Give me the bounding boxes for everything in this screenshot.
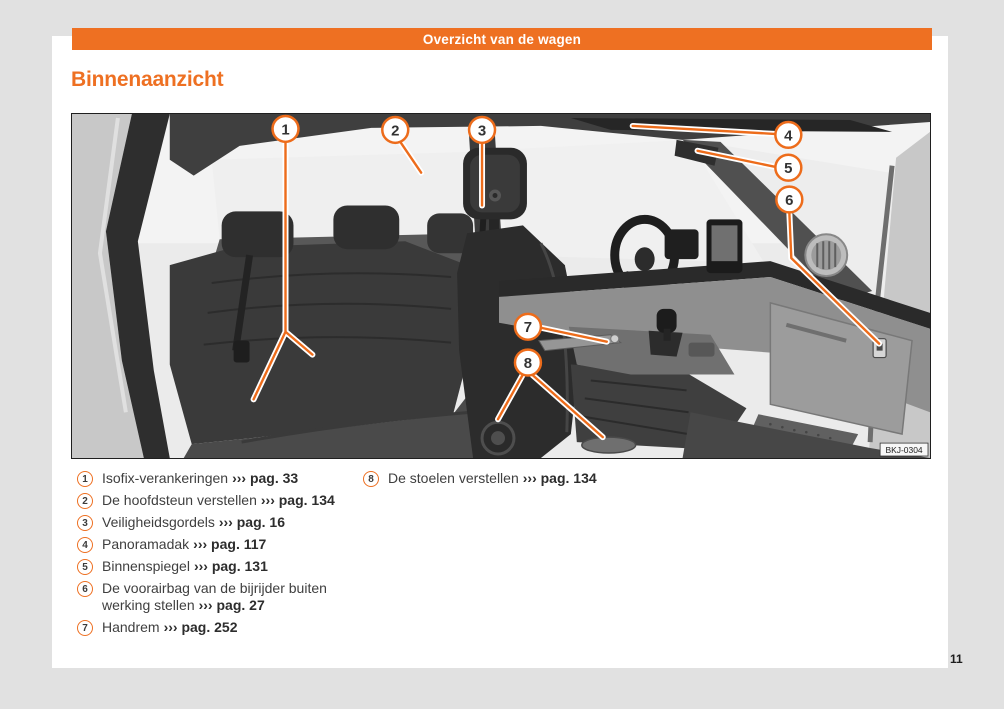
- callout-1: [273, 116, 299, 142]
- legend-item-3: [77, 514, 355, 531]
- page-ref-link[interactable]: ››› pag. 252: [163, 619, 238, 635]
- page-ref-link[interactable]: ››› pag. 131: [193, 558, 268, 574]
- callout-7: [515, 314, 541, 340]
- legend-label: De stoelen verstellen: [388, 470, 519, 486]
- legend-num-6: 6: [77, 581, 93, 597]
- callout-5: [775, 155, 801, 181]
- callout-2: [382, 117, 408, 143]
- seat-rail-lever: [582, 437, 636, 453]
- legend-label: Panoramadak: [102, 536, 190, 552]
- legend-item-8: [363, 470, 663, 487]
- section-banner: [72, 28, 932, 50]
- figure-code: BKJ-0304: [885, 445, 923, 456]
- legend-label: Isofix-verankeringen: [102, 470, 229, 486]
- legend-num-2: 2: [77, 493, 93, 509]
- interior-illustration: [72, 114, 930, 458]
- svg-text:2: 2: [391, 122, 400, 140]
- legend-item-4: [77, 536, 355, 553]
- legend-label: Binnenspiegel: [102, 558, 190, 574]
- page-ref-link[interactable]: ››› pag. 134: [260, 492, 335, 508]
- legend-item-7: [77, 619, 355, 636]
- svg-text:1: 1: [281, 121, 290, 139]
- legend-item-6: [77, 580, 355, 614]
- legend-num-3: 3: [77, 515, 93, 531]
- page-ref-link[interactable]: ››› pag. 117: [193, 536, 267, 552]
- legend-item-5: [77, 558, 355, 575]
- callout-6: [776, 187, 802, 213]
- section-banner-title: Overzicht van de wagen: [422, 31, 582, 47]
- rear-headrest: [333, 205, 399, 249]
- svg-text:5: 5: [784, 160, 793, 178]
- page-ref-link[interactable]: ››› pag. 33: [232, 470, 299, 486]
- legend-num-5: 5: [77, 559, 93, 575]
- svg-text:7: 7: [523, 319, 533, 337]
- page-ref-link[interactable]: ››› pag. 134: [522, 470, 597, 486]
- legend-num-8: 8: [363, 471, 379, 487]
- instrument-cluster: [665, 229, 699, 259]
- legend-item-2: [77, 492, 355, 509]
- callout-3: [469, 117, 495, 143]
- legend-label: Handrem: [102, 619, 160, 635]
- svg-text:6: 6: [785, 191, 794, 209]
- svg-text:8: 8: [523, 355, 533, 373]
- legend-label: De hoofdsteun verstellen: [102, 492, 257, 508]
- legend-column-right: [363, 470, 663, 492]
- legend-item-1: [77, 470, 355, 487]
- interior-figure: [71, 113, 931, 459]
- svg-text:3: 3: [477, 122, 487, 140]
- svg-text:4: 4: [784, 127, 793, 145]
- page-ref-link[interactable]: ››› pag. 27: [198, 597, 265, 613]
- legend-num-1: 1: [77, 471, 93, 487]
- page-title: Binnenaanzicht: [71, 68, 224, 91]
- legend-label: Veiligheidsgordels: [102, 514, 215, 530]
- legend-num-7: 7: [77, 620, 93, 636]
- legend-label: De voorairbag van de bijrijder buiten werking stellen: [102, 580, 327, 613]
- seatbelt-buckle: [234, 341, 250, 363]
- legend-column-left: [77, 470, 355, 641]
- page-number: 11: [950, 652, 963, 666]
- page-ref-link[interactable]: ››› pag. 16: [218, 514, 285, 530]
- legend-num-4: 4: [77, 537, 93, 553]
- callout-4: [775, 122, 801, 148]
- callout-8: [515, 350, 541, 376]
